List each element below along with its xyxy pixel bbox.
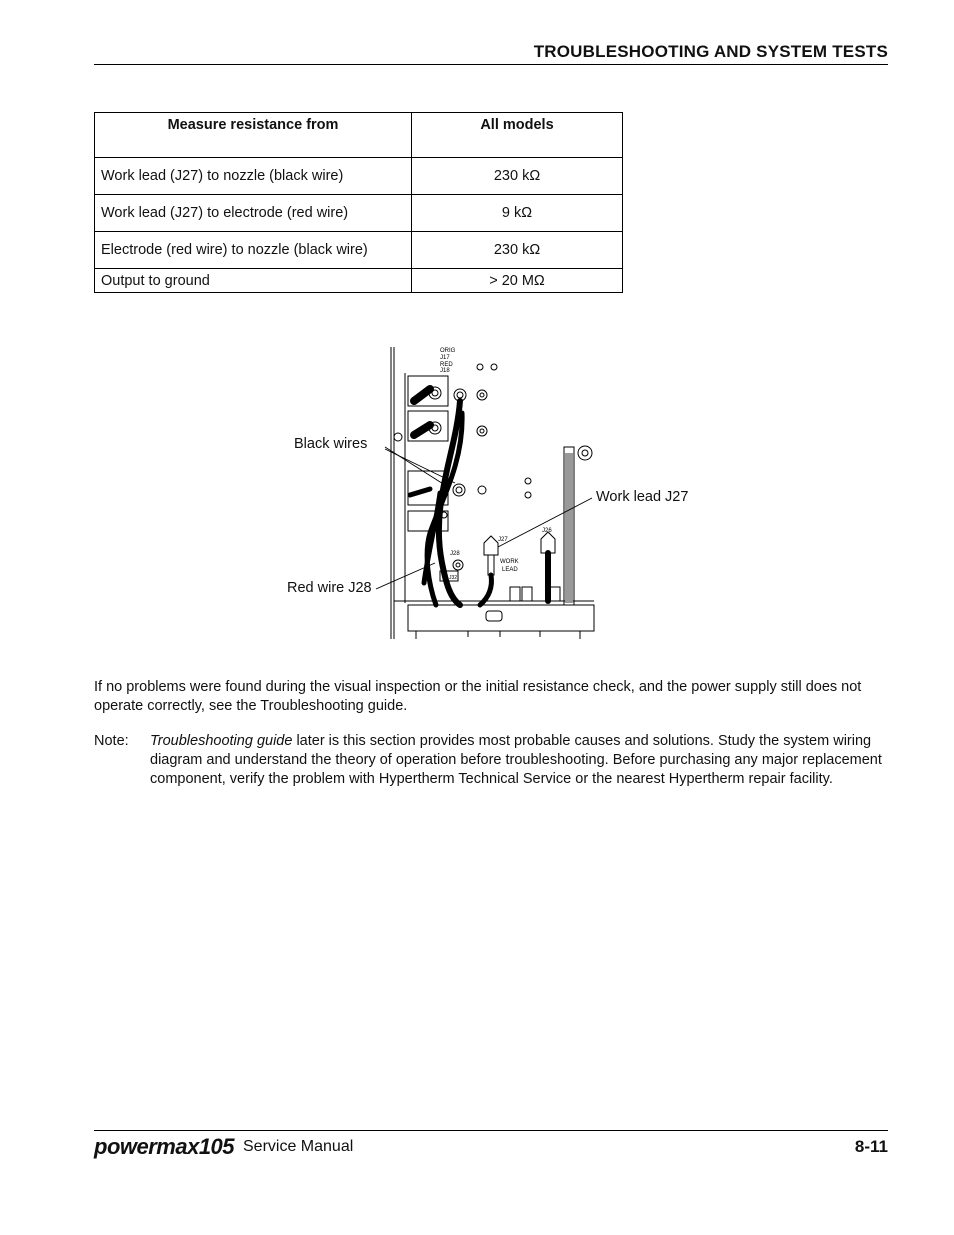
table-cell: Work lead (J27) to nozzle (black wire) [95,158,412,195]
section-title: TROUBLESHOOTING AND SYSTEM TESTS [533,42,888,61]
board-label-orig: ORIG [440,348,456,354]
note-text: later is this section provides most probable causes and solutions. Study the system wiring diagram and understand the theory of operation before troubleshooting. Before purchasing any major replacement component, verify the problem with Hypertherm Technical Service or the nearest Hypertherm repair facility. [150,733,882,787]
board-label-red: RED [440,362,453,368]
board-label-j18: J18 [440,368,450,374]
note-label: Note: [94,733,129,749]
table-header-row [95,113,623,158]
header-rule [94,64,888,65]
brand-logo: powermax105 [94,1134,235,1159]
board-label-lead: LEAD [502,567,518,573]
note-italic-link: Troubleshooting guide [150,733,293,749]
callout-work-lead: Work lead J27 [596,489,689,505]
wiring-figure [380,343,602,643]
table-cell: > 20 MΩ [412,269,623,293]
resistance-table [94,112,623,293]
table-cell: 230 kΩ [412,232,623,269]
table-cell: Output to ground [95,269,412,293]
note-body [150,732,895,789]
table-row [95,195,623,232]
footer-rule [94,1130,888,1131]
board-label-j17: J17 [440,355,450,361]
table-row [95,158,623,195]
callout-black-wires: Black wires [294,436,368,452]
board-label-j32: J32 [449,575,458,581]
callout-red-wire: Red wire J28 [287,580,372,596]
manual-title: Service Manual [243,1138,354,1155]
table-row [95,232,623,269]
column-header: All models [412,113,623,158]
table-cell: Work lead (J27) to electrode (red wire) [95,195,412,232]
table-cell: 9 kΩ [412,195,623,232]
board-label-work: WORK [500,559,519,565]
table-cell: 230 kΩ [412,158,623,195]
column-header: Measure resistance from [95,113,412,158]
board-label-j28: J28 [450,551,460,557]
table-cell: Electrode (red wire) to nozzle (black wire) [95,232,412,269]
page-number: 8-11 [854,1137,888,1156]
body-paragraph: If no problems were found during the visual inspection or the initial resistance check, and the power supply still does not operate correctly, see the Troubleshooting guide. [94,679,862,714]
board-label-j27: J27 [498,537,508,543]
table-row [95,269,623,293]
board-label-j26: J26 [542,528,552,534]
